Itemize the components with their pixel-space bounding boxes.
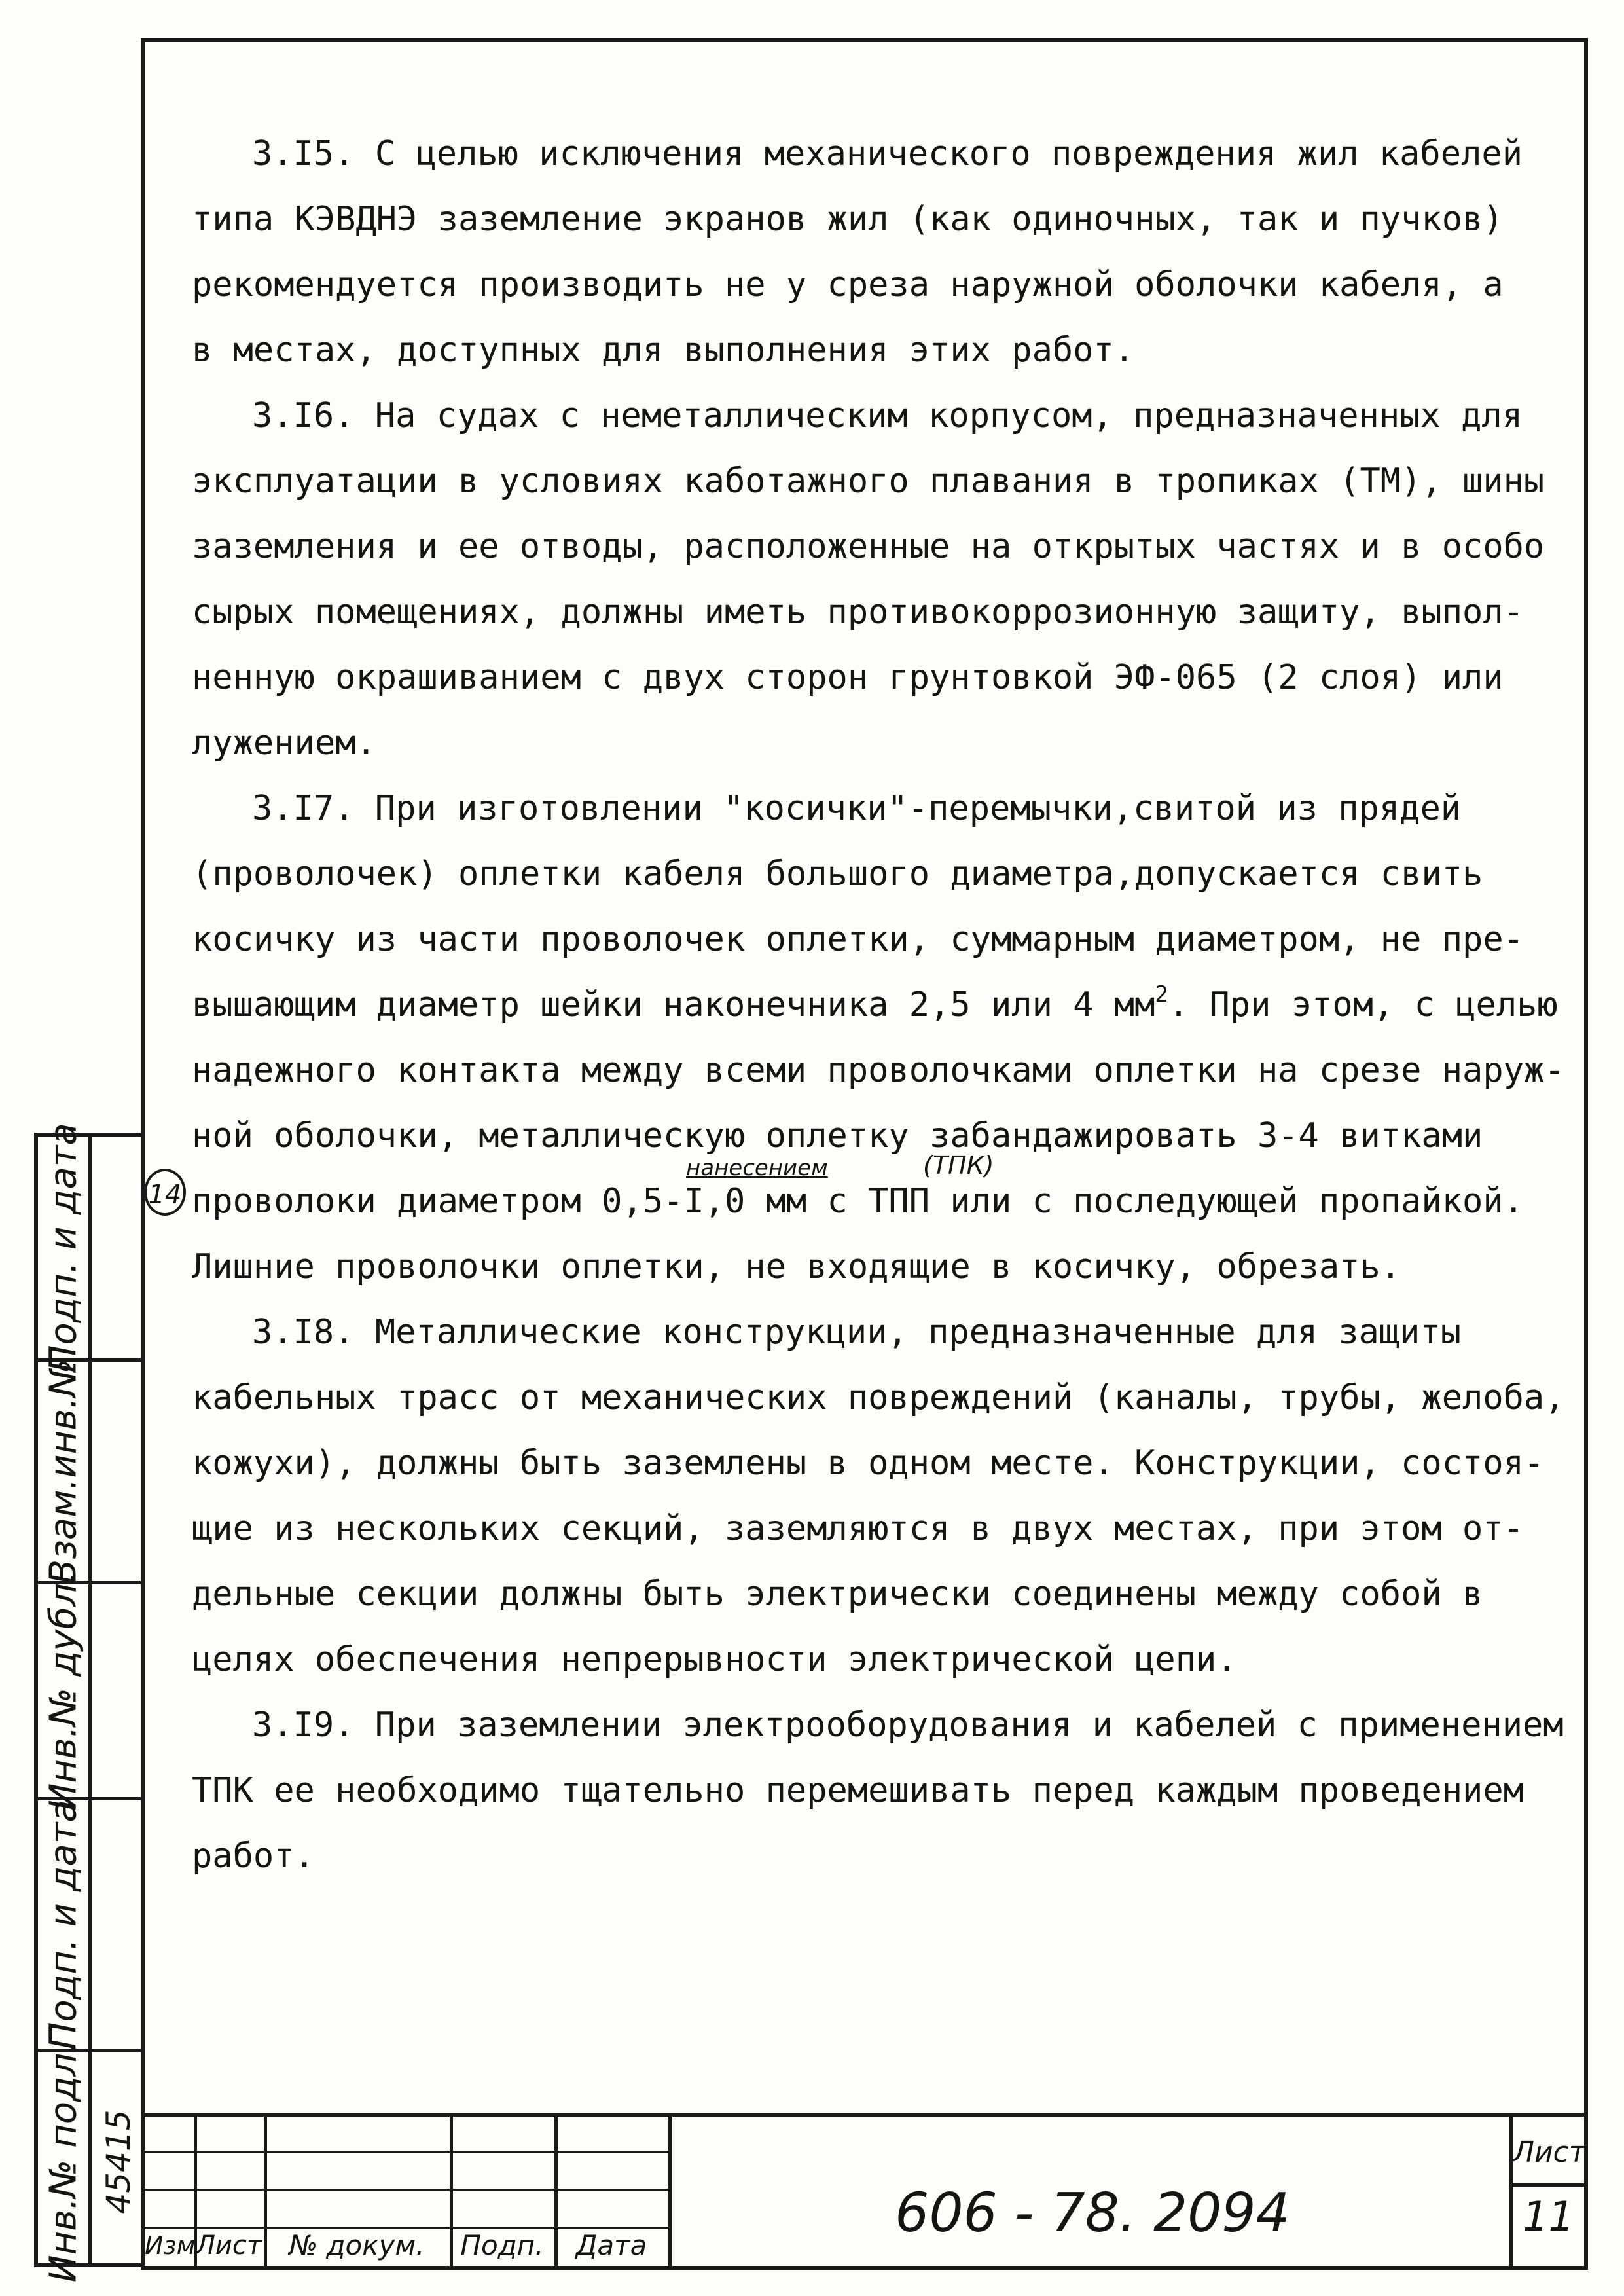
title-block-label-dokum: № докум. <box>289 2229 425 2261</box>
text-line: в местах, доступных для выполнения этих работ. <box>192 331 1135 370</box>
text-line: кабельных трасс от механических повреждений (каналы, трубы, желоба, <box>192 1378 1565 1417</box>
text-line: ТПК ее необходимо тщательно перемешивать перед каждым проведением <box>192 1771 1524 1810</box>
stamp-cell <box>38 1800 88 2052</box>
stamp-cell <box>92 1800 145 2052</box>
text-line: 3.I9. При заземлении электрооборудования и кабелей с применением <box>252 1705 1564 1745</box>
handwritten-tpk: (ТПК) <box>923 1151 994 1180</box>
text-line: целях обеспечения непрерывности электрической цепи. <box>192 1640 1237 1679</box>
text-line: заземления и ее отводы, расположенные на открытых частях и в особо <box>192 527 1545 566</box>
title-block-label-podp: Подп. <box>460 2229 544 2261</box>
text-line: 3.I8. Металлические конструкции, предназначенные для защиты <box>252 1313 1462 1352</box>
superscript: 2 <box>1155 981 1168 1008</box>
stamp-label: Подп. и дата <box>42 1122 84 1373</box>
document-number-cell <box>668 2113 1513 2266</box>
text-line: сырых помещениях, должны иметь противокоррозионную защиту, выпол- <box>192 592 1524 632</box>
approval-stamp-column <box>34 1122 141 2282</box>
stamp-cell <box>38 1571 88 1811</box>
text-line: эксплуатации в условиях каботажного плавания в тропиках (ТМ), шины <box>192 462 1545 501</box>
text-line: дельные секции должны быть электрически соединены между собой в <box>192 1575 1483 1614</box>
stamp-label: Взам.инв.№ <box>42 1358 84 1584</box>
text-line: проволоки диаметром 0,5-I,0 мм с ТПП или с последующей пропайкой. <box>192 1182 1524 1221</box>
text-line: типа КЭВДНЭ заземление экранов жил (как одиночных, так и пучков) <box>192 200 1504 239</box>
text-line-end: . При этом, с целью <box>1168 985 1558 1025</box>
text-line-with-superscript <box>192 981 1558 1029</box>
stamp-cell <box>92 2052 145 2271</box>
stamp-value-column <box>92 1137 145 2263</box>
stamp-cell <box>92 1137 145 1362</box>
handwritten-circled-number: 14 <box>144 1169 186 1216</box>
text-line-start: вышающим диаметр шейки наконечника 2,5 или 4 мм <box>192 985 1155 1025</box>
stamp-cell <box>38 1122 88 1373</box>
stamp-cell <box>38 2041 88 2282</box>
text-line: Лишние проволочки оплетки, не входящие в косичку, обрезать. <box>192 1247 1401 1286</box>
title-block-row-line <box>145 2151 668 2153</box>
stamp-label: Инв.№ дубл. <box>42 1571 84 1811</box>
stamp-label-column <box>38 1122 92 2282</box>
text-line: 3.I7. При изготовлении "косички"-перемычки,свитой из прядей <box>252 789 1462 828</box>
text-line: косичку из части проволочек оплетки, суммарным диаметром, не пре- <box>192 920 1524 959</box>
text-line: лужением. <box>192 723 376 763</box>
sheet-number: 11 <box>1523 2193 1574 2240</box>
text-line: надежного контакта между всеми проволочками оплетки на срезе наруж- <box>192 1051 1565 1090</box>
stamp-cell <box>92 1584 145 1800</box>
text-line: работ. <box>192 1836 315 1876</box>
title-block-label-list: Лист <box>195 2231 262 2261</box>
stamp-cell <box>92 1362 145 1584</box>
stamp-value: 45415 <box>99 2109 137 2214</box>
sheet-label: Лист <box>1513 2122 1584 2187</box>
document-number: 606 - 78. 2094 <box>895 2182 1290 2244</box>
text-line: 3.I5. С целью исключения механического повреждения жил кабелей <box>252 134 1523 173</box>
title-block-label-izm: Изм <box>145 2231 196 2260</box>
text-line: ной оболочки, металлическую оплетку забандажировать 3-4 витками <box>192 1116 1483 1156</box>
text-line: ненную окрашиванием с двух сторон грунтовкой ЭФ-065 (2 слоя) или <box>192 658 1504 697</box>
stamp-cell <box>38 1358 88 1584</box>
text-line: 3.I6. На судах с неметаллическим корпусом, предназначенных для <box>252 396 1523 435</box>
text-line: щие из нескольких секций, заземляются в двух местах, при этом от- <box>192 1509 1524 1548</box>
sheet-number-cell <box>1509 2113 1584 2266</box>
text-line: рекомендуется производить не у среза наружной оболочки кабеля, а <box>192 265 1504 304</box>
handwritten-annotation: нанесением <box>686 1155 828 1181</box>
title-block-label-data: Дата <box>575 2229 647 2261</box>
text-line: (проволочек) оплетки кабеля большого диаметра,допускается свить <box>192 854 1483 894</box>
title-block-row-line <box>145 2189 668 2191</box>
stamp-label: Подп. и дата <box>42 1799 84 2050</box>
stamp-label: Инв.№ подл. <box>42 2041 84 2282</box>
text-line: кожухи), должны быть заземлены в одном месте. Конструкции, состоя- <box>192 1444 1545 1483</box>
title-block-grid <box>145 2113 668 2266</box>
